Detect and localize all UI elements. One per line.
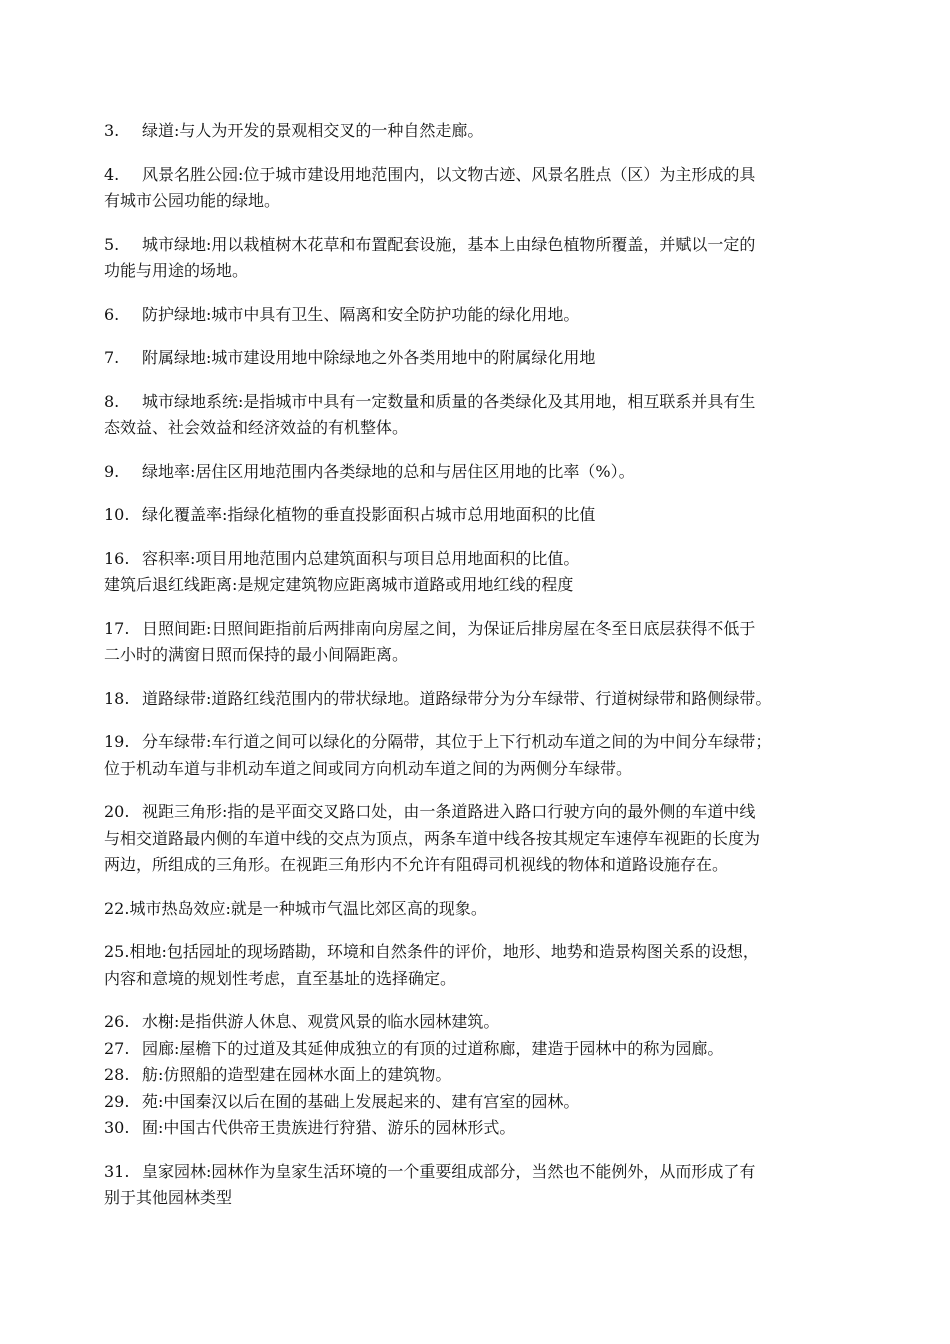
definition-item bbox=[104, 232, 856, 285]
item-text: 分车绿带:车行道之间可以绿化的分隔带，其位于上下行机动车道之间的为中间分车绿带； bbox=[142, 732, 772, 751]
definition-item bbox=[104, 1062, 856, 1089]
item-text-continued: 两边，所组成的三角形。在视距三角形内不允许有阻碍司机视线的物体和道路设施存在。 bbox=[104, 855, 729, 874]
definition-item bbox=[104, 1009, 856, 1036]
item-text: 附属绿地:城市建设用地中除绿地之外各类用地中的附属绿化用地 bbox=[142, 348, 596, 367]
document-body bbox=[104, 118, 856, 1229]
item-text: 防护绿地:城市中具有卫生、隔离和安全防护功能的绿化用地。 bbox=[142, 304, 580, 324]
item-text: 道路绿带:道路红线范围内的带状绿地。道路绿带分为分车绿带、行道树绿带和路侧绿带。 bbox=[142, 688, 772, 708]
item-text-continued: 二小时的满窗日照而保持的最小间隔距离。 bbox=[104, 645, 409, 664]
item-text: 舫:仿照船的造型建在园林水面上的建筑物。 bbox=[142, 1065, 452, 1084]
definition-item bbox=[104, 502, 856, 529]
definition-item bbox=[104, 389, 856, 442]
definition-item bbox=[104, 799, 856, 879]
definition-item bbox=[104, 616, 856, 669]
item-text-continued: 有城市公园功能的绿地。 bbox=[104, 191, 281, 210]
item-number: 7. bbox=[104, 348, 120, 367]
definition-item bbox=[104, 939, 856, 992]
item-text: 视距三角形:指的是平面交叉路口处，由一条道路进入路口行驶方向的最外侧的车道中线 bbox=[142, 802, 756, 821]
definition-item bbox=[104, 118, 856, 145]
definition-item bbox=[104, 162, 856, 215]
item-number: 5. bbox=[104, 234, 120, 254]
item-text: 皇家园林:园林作为皇家生活环境的一个重要组成部分，当然也不能例外，从而形成了有 bbox=[142, 1161, 756, 1181]
item-number: 3. bbox=[104, 121, 120, 140]
item-number: 19. bbox=[104, 732, 130, 751]
item-number: 22. bbox=[104, 898, 130, 918]
definition-item bbox=[104, 546, 856, 599]
item-text: 水榭:是指供游人休息、观赏风景的临水园林建筑。 bbox=[142, 1012, 500, 1031]
item-number: 6. bbox=[104, 304, 120, 324]
item-number: 29. bbox=[104, 1091, 130, 1111]
item-number: 10. bbox=[104, 505, 130, 524]
item-text-continued: 功能与用途的场地。 bbox=[104, 261, 249, 280]
item-text: 容积率:项目用地范围内总建筑面积与项目总用地面积的比值。 bbox=[142, 548, 580, 568]
item-number: 8. bbox=[104, 391, 120, 411]
item-number: 28. bbox=[104, 1065, 130, 1084]
definition-item bbox=[104, 302, 856, 329]
item-number: 16. bbox=[104, 548, 130, 568]
item-number: 25. bbox=[104, 942, 130, 961]
item-text-continued: 内容和意境的规划性考虑，直至基址的选择确定。 bbox=[104, 968, 457, 988]
item-text: 城市绿地:用以栽植树木花草和布置配套设施，基本上由绿色植物所覆盖，并赋以一定的 bbox=[142, 234, 756, 254]
item-text: 绿化覆盖率:指绿化植物的垂直投影面积占城市总用地面积的比值 bbox=[142, 505, 596, 524]
definition-item bbox=[104, 345, 856, 372]
definition-item bbox=[104, 1036, 856, 1063]
definition-item bbox=[104, 1115, 856, 1142]
item-text-continued: 别于其他园林类型 bbox=[104, 1188, 233, 1207]
item-text-continued: 态效益、社会效益和经济效益的有机整体。 bbox=[104, 418, 409, 437]
item-text-continued: 与相交道路最内侧的车道中线的交点为顶点，两条车道中线各按其规定车速停车视距的长度为 bbox=[104, 828, 761, 848]
definition-item bbox=[104, 686, 856, 713]
item-number: 18. bbox=[104, 688, 130, 708]
item-text: 日照间距:日照间距指前后两排南向房屋之间，为保证后排房屋在冬至日底层获得不低于 bbox=[142, 618, 756, 638]
item-number: 9. bbox=[104, 461, 120, 481]
item-text: 绿地率:居住区用地范围内各类绿地的总和与居住区用地的比率（%）。 bbox=[142, 461, 635, 481]
item-text-continued: 位于机动车道与非机动车道之间或同方向机动车道之间的为两侧分车绿带。 bbox=[104, 758, 633, 778]
item-number: 17. bbox=[104, 618, 130, 638]
item-text: 风景名胜公园:位于城市建设用地范围内，以文物古迹、风景名胜点（区）为主形成的具 bbox=[142, 164, 756, 184]
item-text: 园廊:屋檐下的过道及其延伸成独立的有顶的过道称廊，建造于园林中的称为园廊。 bbox=[142, 1038, 724, 1058]
definition-item bbox=[104, 729, 856, 782]
item-text: 城市绿地系统:是指城市中具有一定数量和质量的各类绿化及其用地，相互联系并具有生 bbox=[142, 391, 756, 411]
definition-item bbox=[104, 896, 856, 923]
item-number: 4. bbox=[104, 164, 120, 184]
definition-item bbox=[104, 1159, 856, 1212]
item-number: 30. bbox=[104, 1118, 130, 1137]
item-number: 26. bbox=[104, 1012, 130, 1031]
item-number: 31. bbox=[104, 1161, 130, 1181]
item-text: 绿道:与人为开发的景观相交叉的一种自然走廊。 bbox=[142, 121, 484, 140]
definition-item bbox=[104, 1089, 856, 1116]
item-text: 苑:中国秦汉以后在囿的基础上发展起来的、建有宫室的园林。 bbox=[142, 1091, 580, 1111]
item-number: 27. bbox=[104, 1038, 130, 1058]
item-text-continued: 建筑后退红线距离:是规定建筑物应距离城市道路或用地红线的程度 bbox=[104, 575, 574, 594]
item-text: 相地:包括园址的现场踏勘，环境和自然条件的评价，地形、地势和造景构图关系的设想， bbox=[129, 942, 759, 961]
item-text: 囿:中国古代供帝王贵族进行狩猎、游乐的园林形式。 bbox=[142, 1118, 516, 1137]
item-number: 20. bbox=[104, 802, 130, 821]
item-text: 城市热岛效应:就是一种城市气温比郊区高的现象。 bbox=[129, 898, 487, 918]
definition-item bbox=[104, 459, 856, 486]
